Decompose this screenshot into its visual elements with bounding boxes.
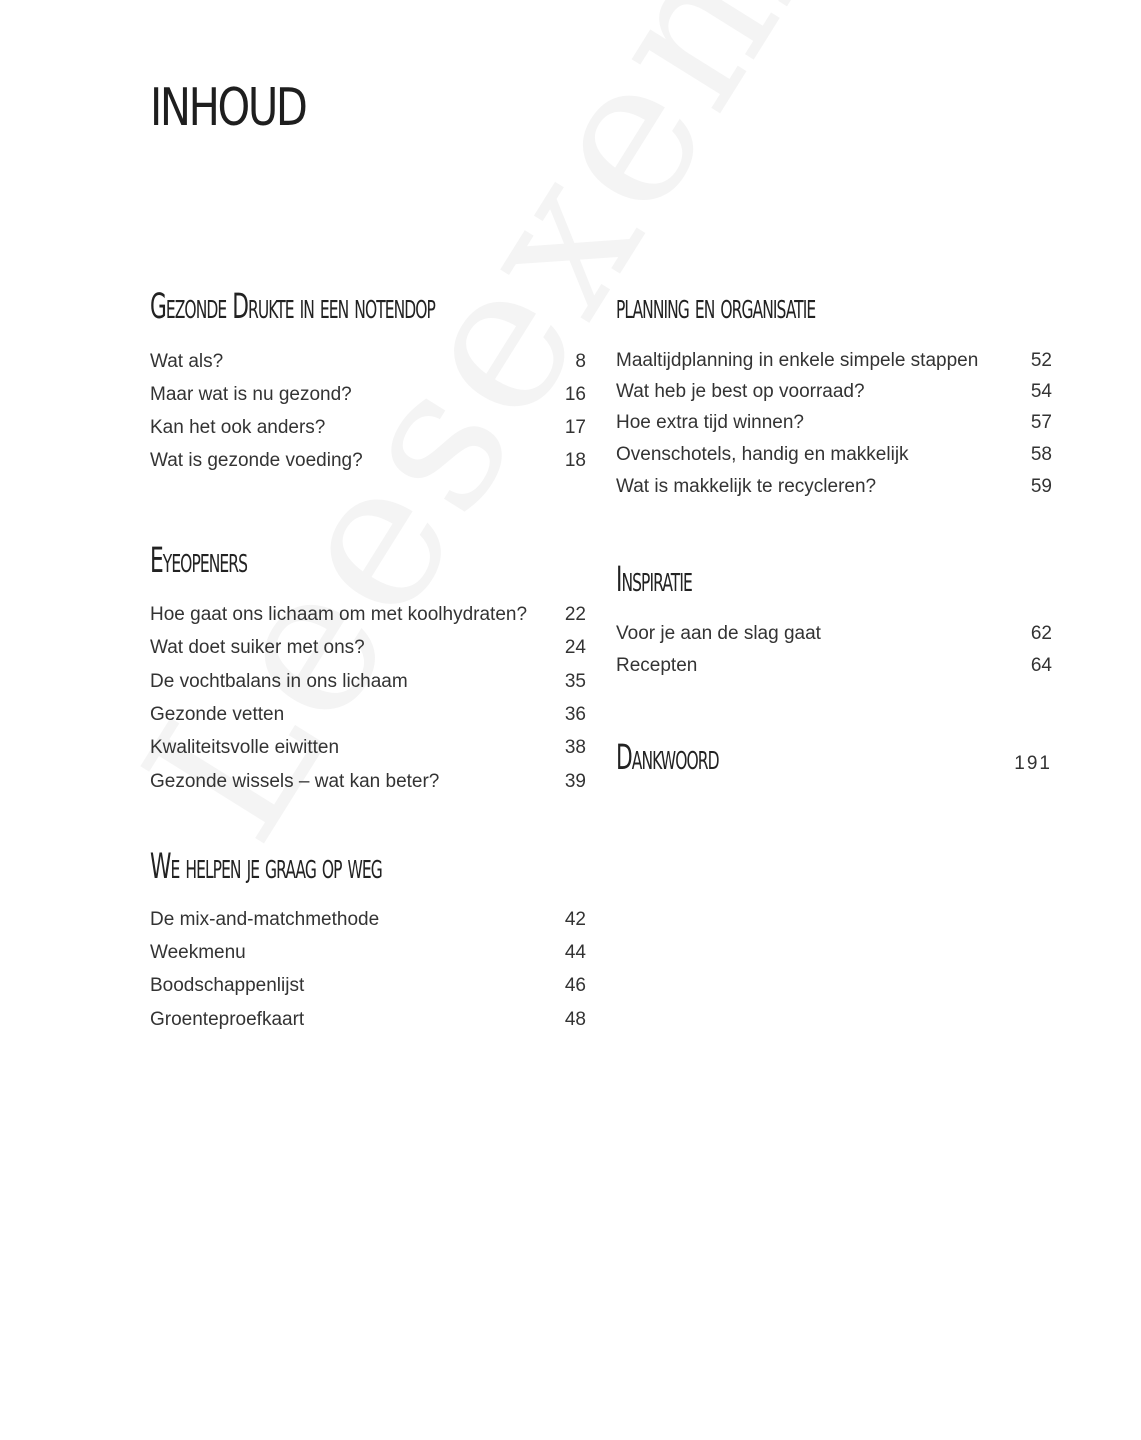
toc-entry-label: Wat is gezonde voeding? (150, 450, 363, 471)
toc-entry-label: Hoe extra tijd winnen? (616, 412, 804, 433)
toc-entry-page: 64 (1030, 655, 1052, 676)
toc-entry[interactable] (150, 414, 586, 442)
section-heading: Gezonde Drukte in een notendop (150, 287, 435, 327)
section-heading: planning en organisatie (616, 287, 816, 327)
toc-entry[interactable] (150, 734, 586, 762)
toc-entry-label: Voor je aan de slag gaat (616, 623, 821, 644)
toc-entry-label: Gezonde vetten (150, 704, 285, 725)
toc-entry-label: Groenteproefkaart (150, 1009, 305, 1030)
toc-entry-label: Weekmenu (150, 942, 246, 963)
toc-entry-page: 35 (564, 671, 586, 692)
toc-section-we-helpen (150, 847, 586, 1030)
toc-entry[interactable] (150, 1006, 586, 1034)
toc-entry-page: 62 (1030, 623, 1052, 644)
toc-entry-page: 58 (1030, 444, 1052, 465)
toc-section-inspiratie (616, 560, 1052, 676)
toc-entry[interactable] (150, 348, 586, 376)
toc-entry-page: 8 (575, 351, 586, 372)
toc-entry-page: 22 (564, 604, 586, 625)
toc-entry-label: Maaltijdplanning in enkele simpele stappen (616, 350, 979, 371)
toc-entry[interactable] (150, 701, 586, 729)
section-heading: Dankwoord (616, 738, 719, 778)
toc-entry-label: Wat is makkelijk te recycleren? (616, 476, 877, 497)
toc-entry[interactable] (150, 668, 586, 696)
toc-entry-label: Wat doet suiker met ons? (150, 637, 365, 658)
toc-entry-page: 42 (564, 909, 586, 930)
section-heading: Eyeopeners (150, 541, 248, 581)
toc-entry[interactable] (150, 601, 586, 629)
toc-entry-label: Kan het ook anders? (150, 417, 326, 438)
toc-entry-label: De vochtbalans in ons lichaam (150, 671, 408, 692)
toc-entry-page: 24 (564, 637, 586, 658)
toc-entry[interactable] (150, 972, 586, 1000)
toc-section-gezonde-drukte (150, 287, 586, 471)
toc-entry[interactable] (150, 634, 586, 662)
toc-entry[interactable] (150, 447, 586, 475)
section-heading: We helpen je graag op weg (150, 847, 382, 887)
toc-entry[interactable] (150, 939, 586, 967)
toc-entry-label: Hoe gaat ons lichaam om met koolhydraten? (150, 604, 528, 625)
toc-entry[interactable] (616, 409, 1052, 437)
toc-entry-page: 48 (564, 1009, 586, 1030)
toc-entry-label: De mix-and-matchmethode (150, 909, 380, 930)
toc-entry-page: 44 (564, 942, 586, 963)
toc-entry[interactable] (150, 381, 586, 409)
toc-entry-page: 18 (564, 450, 586, 471)
toc-entry-page: 39 (564, 771, 586, 792)
toc-entry-page: 57 (1030, 412, 1052, 433)
toc-entry[interactable] (616, 620, 1052, 648)
toc-entry-page: 59 (1030, 476, 1052, 497)
toc-entry-label: Recepten (616, 655, 698, 676)
toc-entry-page: 38 (564, 737, 586, 758)
toc-entry[interactable] (150, 768, 586, 796)
toc-entry-label: Wat heb je best op voorraad? (616, 381, 865, 402)
toc-entry[interactable] (616, 652, 1052, 680)
toc-entry-page: 16 (564, 384, 586, 405)
toc-entry-page: 46 (564, 975, 586, 996)
toc-entry[interactable] (616, 441, 1052, 469)
toc-entry-label: Kwaliteitsvolle eiwitten (150, 737, 340, 758)
toc-entry-page: 52 (1030, 350, 1052, 371)
toc-entry-label: Boodschappenlijst (150, 975, 305, 996)
toc-section-eyeopeners (150, 541, 586, 792)
toc-entry[interactable] (616, 347, 1052, 375)
toc-entry[interactable] (616, 378, 1052, 406)
toc-entry-label: Wat als? (150, 351, 224, 372)
toc-entry[interactable] (150, 906, 586, 934)
toc-entry-page: 191 (1014, 753, 1052, 774)
toc-entry-label: Ovenschotels, handig en makkelijk (616, 444, 909, 465)
page-title: INHOUD (150, 78, 306, 138)
section-heading: Inspiratie (616, 560, 692, 600)
toc-entry-label: Gezonde wissels – wat kan beter? (150, 771, 440, 792)
toc-entry[interactable] (616, 473, 1052, 501)
toc-entry-page: 54 (1030, 381, 1052, 402)
toc-section-dankwoord[interactable] (616, 738, 1052, 781)
toc-entry-page: 36 (564, 704, 586, 725)
toc-section-planning (616, 287, 1052, 497)
toc-entry-page: 17 (564, 417, 586, 438)
toc-entry-label: Maar wat is nu gezond? (150, 384, 352, 405)
